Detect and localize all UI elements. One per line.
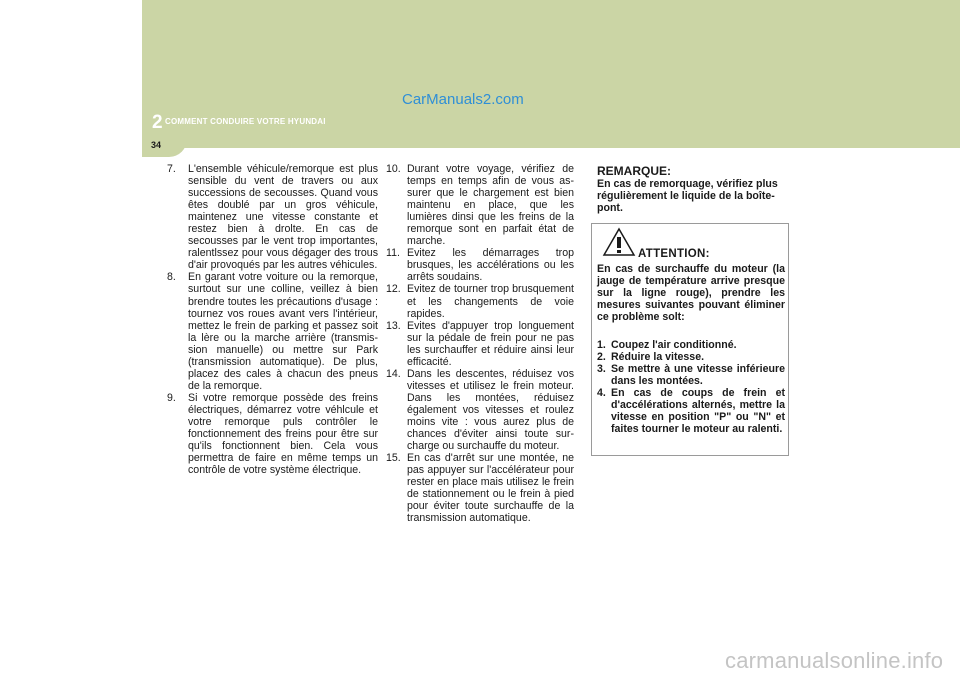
list-item [597,339,785,351]
list-item [167,163,378,271]
page-number: 34 [151,140,162,150]
item-number: 13. [386,319,401,332]
page-number-tab [142,130,187,157]
list-item [167,271,378,391]
remark-body: En cas de remorquage, vérifiez plus régulièrement le liquide de la boîte-pont. [597,178,778,215]
item-number: 10. [386,163,401,175]
item-number: 7. [167,163,176,175]
step-number: 3. [597,363,606,376]
item-text: Evitez de tourner trop brusquement et les changements de voie rapides. [407,283,574,320]
attention-steps [597,339,785,435]
step-text: En cas de coups de frein et d'accélérations alternés, mettre la vitesse en position "P" ou "N" et faites tourner le moteur au ralenti. [611,387,785,436]
item-text: L'ensemble véhicule/remorque est plus sensible du vent de travers ou aux successions de secousses. Quand vous êtes doublé par un gros véhicule, maintenez une vitesse constante et restez bien à drolte. En cas de secousses par le vent trop importantes, ralentlssez pour vous dégager des trous d'air provoqués par les autres véhicules. [188,163,378,272]
chapter-number: 2 [152,112,163,133]
list-item [597,387,785,435]
watermark-bottom[interactable]: carmanualsonline.info [725,648,944,673]
list-item [167,392,378,476]
attention-title: ATTENTION: [638,248,710,260]
instruction-list-2 [386,163,574,524]
list-item [386,163,574,247]
watermark-top[interactable]: CarManuals2.com [402,91,524,108]
item-text: En cas d'arrêt sur une montée, ne pas appuyer sur l'accélérateur pour rester en place mais utilisez le frein de stationnement ou le frein à pied pour éviter toute surchauffe de la transmission automatique. [407,452,574,525]
step-number: 1. [597,339,606,351]
list-item [597,363,785,387]
item-number: 12. [386,283,401,296]
step-number: 4. [597,387,606,400]
chapter-title: COMMENT CONDUIRE VOTRE HYUNDAI [165,117,326,126]
step-text: Réduire la vitesse. [611,351,705,364]
item-text: Durant votre voyage, vérifiez de temps en temps afin de vous as-surer que le chargement est bien maintenu en place, que les lumières dinsi que les freins de la remorque sont en parfait état de marche. [407,163,574,248]
item-number: 8. [167,271,176,284]
item-text: Evites d'appuyer trop longuement sur la pédale de frein pour ne pas les surchauffer et réduire ainsi leur efficacité. [407,319,574,368]
instruction-list-1 [167,163,378,476]
step-number: 2. [597,351,606,364]
remark-title: REMARQUE: [597,164,671,178]
step-text: Se mettre à une vitesse inférieure dans les montées. [611,363,785,388]
item-number: 9. [167,391,176,404]
list-item [597,351,785,363]
list-item [386,247,574,283]
list-item [386,452,574,524]
column-1 [167,163,378,476]
step-text: Coupez l'air conditionné. [611,339,737,351]
warning-triangle-icon [602,227,636,257]
item-text: Dans les descentes, réduisez vos vitesses et utilisez le frein moteur. Dans les montées, réduisez également vos vitesses et roulez moins vite : vous aurez plus de chances d'éviter ainsi toute sur-charge ou surchauffe du moteur. [407,367,574,453]
item-number: 15. [386,452,401,465]
item-number: 14. [386,367,401,380]
attention-intro: En cas de surchauffe du moteur (la jauge de température arrive presque sur la ligne rouge), prendre les mesures suivantes pouvant éliminer ce problème solt: [597,263,785,324]
item-text: Evitez les démarrages trop brusques, les accélérations ou les arrêts soudains. [407,247,574,284]
column-2 [386,163,574,524]
item-text: Si votre remorque possède des freins électriques, démarrez votre véhlcule et votre remorque puls contrôler le fonctionnement des freins pour être sur qu'ils fonctionnent bien. Cela vous permettra de faire en même temps un contrôle de votre système électrique. [188,391,378,477]
item-text: En garant votre voiture ou la remorque, surtout sur une colline, veillez à bien brendre toutes les précautions d'usage : tournez vos roues avant vers l'intérieur, mettez le frein de parking et passez soit la lère ou la marche arrière (transmis-sion manuelle) ou mettre sur Park (transmission automatique). De plus, placez des cales à chacun des pneus de la remorque. [188,271,378,392]
list-item [386,283,574,319]
list-item [386,368,574,452]
list-item [386,320,574,368]
item-number: 11. [386,247,400,260]
